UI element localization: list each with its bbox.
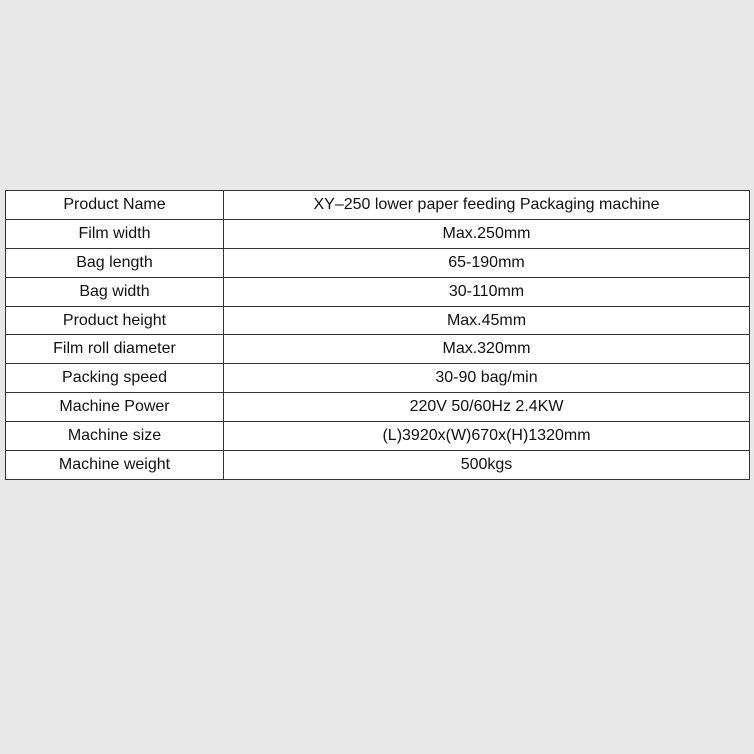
table-row <box>6 393 750 422</box>
spec-value-cell: Max.320mm <box>224 335 750 364</box>
table-row <box>6 422 750 451</box>
spec-label-cell: Bag length <box>6 248 224 277</box>
spec-value-cell: 220V 50/60Hz 2.4KW <box>224 393 750 422</box>
spec-value-cell: Max.45mm <box>224 306 750 335</box>
spec-label-cell: Product height <box>6 306 224 335</box>
table-row <box>6 451 750 480</box>
spec-value-cell: 65-190mm <box>224 248 750 277</box>
spec-label-cell: Film width <box>6 219 224 248</box>
spec-value-cell: XY–250 lower paper feeding Packaging machine <box>224 191 750 220</box>
spec-value-cell: 500kgs <box>224 451 750 480</box>
spec-label-cell: Machine weight <box>6 451 224 480</box>
spec-label-cell: Film roll diameter <box>6 335 224 364</box>
spec-label-cell: Machine Power <box>6 393 224 422</box>
spec-label-cell: Machine size <box>6 422 224 451</box>
spec-label-cell: Bag width <box>6 277 224 306</box>
table-row <box>6 335 750 364</box>
spec-value-cell: 30-110mm <box>224 277 750 306</box>
table-row <box>6 219 750 248</box>
table-row <box>6 191 750 220</box>
table-row <box>6 277 750 306</box>
spec-value-cell: Max.250mm <box>224 219 750 248</box>
table-row <box>6 248 750 277</box>
table-row <box>6 364 750 393</box>
spec-value-cell: (L)3920x(W)670x(H)1320mm <box>224 422 750 451</box>
spec-value-cell: 30-90 bag/min <box>224 364 750 393</box>
table-row <box>6 306 750 335</box>
spec-label-cell: Product Name <box>6 191 224 220</box>
product-spec-table <box>5 190 750 480</box>
spec-label-cell: Packing speed <box>6 364 224 393</box>
